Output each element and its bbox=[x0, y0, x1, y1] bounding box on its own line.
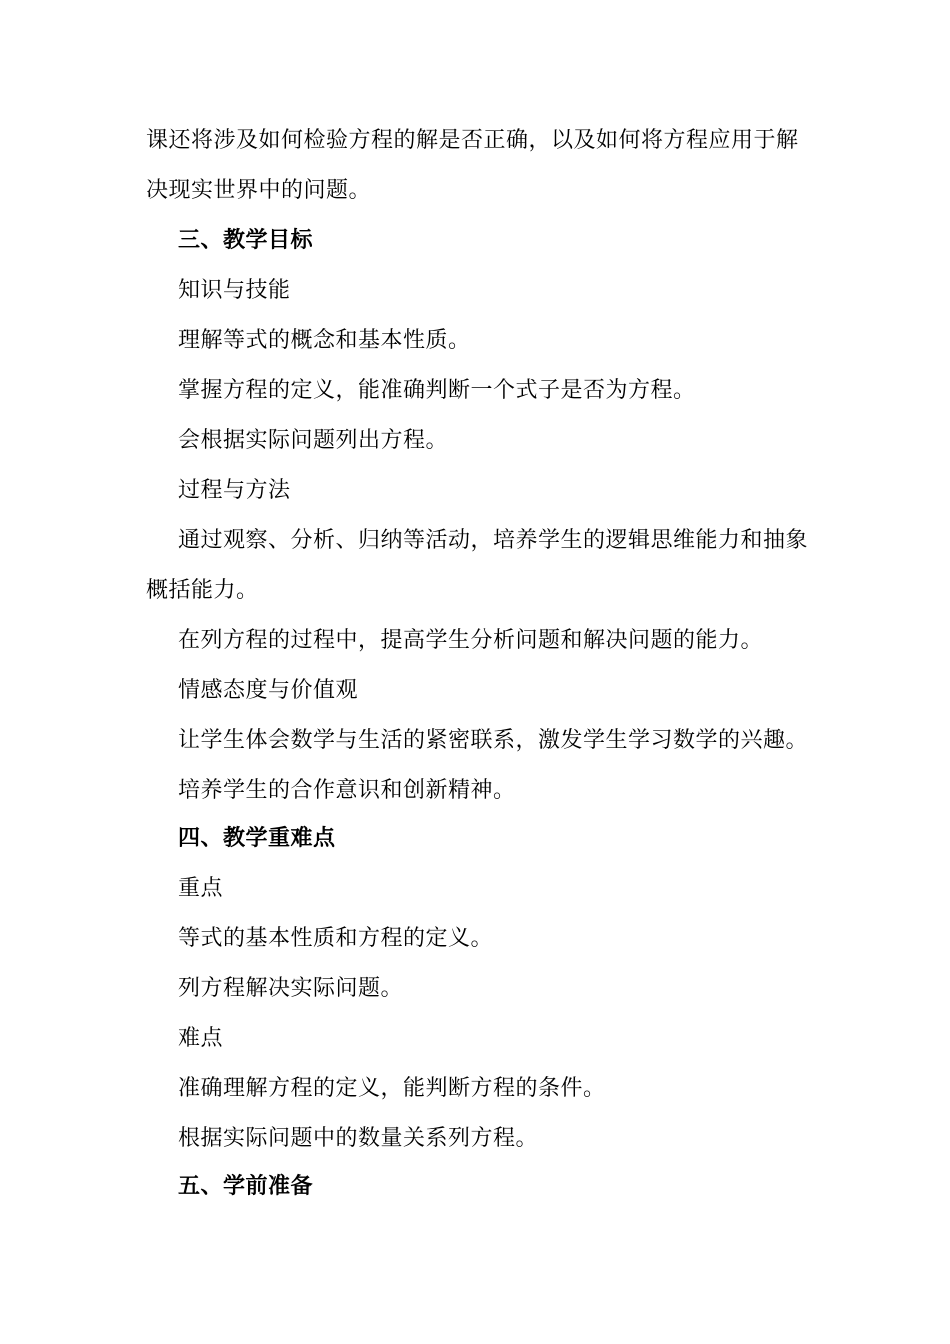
section-heading: 五、学前准备 bbox=[178, 1174, 314, 1199]
paragraph-text: 课还将涉及如何检验方程的解是否正确，以及如何将方程应用于解 bbox=[146, 128, 799, 153]
subsection-label: 重点 bbox=[178, 876, 224, 901]
paragraph-text: 概括能力。 bbox=[146, 578, 259, 603]
subsection-label: 知识与技能 bbox=[178, 278, 291, 303]
list-item: 列方程解决实际问题。 bbox=[178, 976, 404, 1001]
list-item: 通过观察、分析、归纳等活动，培养学生的逻辑思维能力和抽象 bbox=[178, 528, 809, 553]
paragraph-text: 决现实世界中的问题。 bbox=[146, 178, 372, 203]
list-item: 会根据实际问题列出方程。 bbox=[178, 428, 449, 453]
list-item: 掌握方程的定义，能准确判断一个式子是否为方程。 bbox=[178, 378, 696, 403]
section-heading: 四、教学重难点 bbox=[178, 826, 336, 851]
subsection-label: 情感态度与价值观 bbox=[178, 678, 359, 703]
subsection-label: 难点 bbox=[178, 1026, 224, 1051]
list-item: 在列方程的过程中，提高学生分析问题和解决问题的能力。 bbox=[178, 628, 764, 653]
list-item: 培养学生的合作意识和创新精神。 bbox=[178, 778, 516, 803]
section-heading: 三、教学目标 bbox=[178, 228, 314, 253]
list-item: 让学生体会数学与生活的紧密联系，激发学生学习数学的兴趣。 bbox=[178, 728, 809, 753]
list-item: 根据实际问题中的数量关系列方程。 bbox=[178, 1126, 539, 1151]
list-item: 理解等式的概念和基本性质。 bbox=[178, 328, 471, 353]
subsection-label: 过程与方法 bbox=[178, 478, 291, 503]
list-item: 等式的基本性质和方程的定义。 bbox=[178, 926, 494, 951]
list-item: 准确理解方程的定义，能判断方程的条件。 bbox=[178, 1076, 606, 1101]
